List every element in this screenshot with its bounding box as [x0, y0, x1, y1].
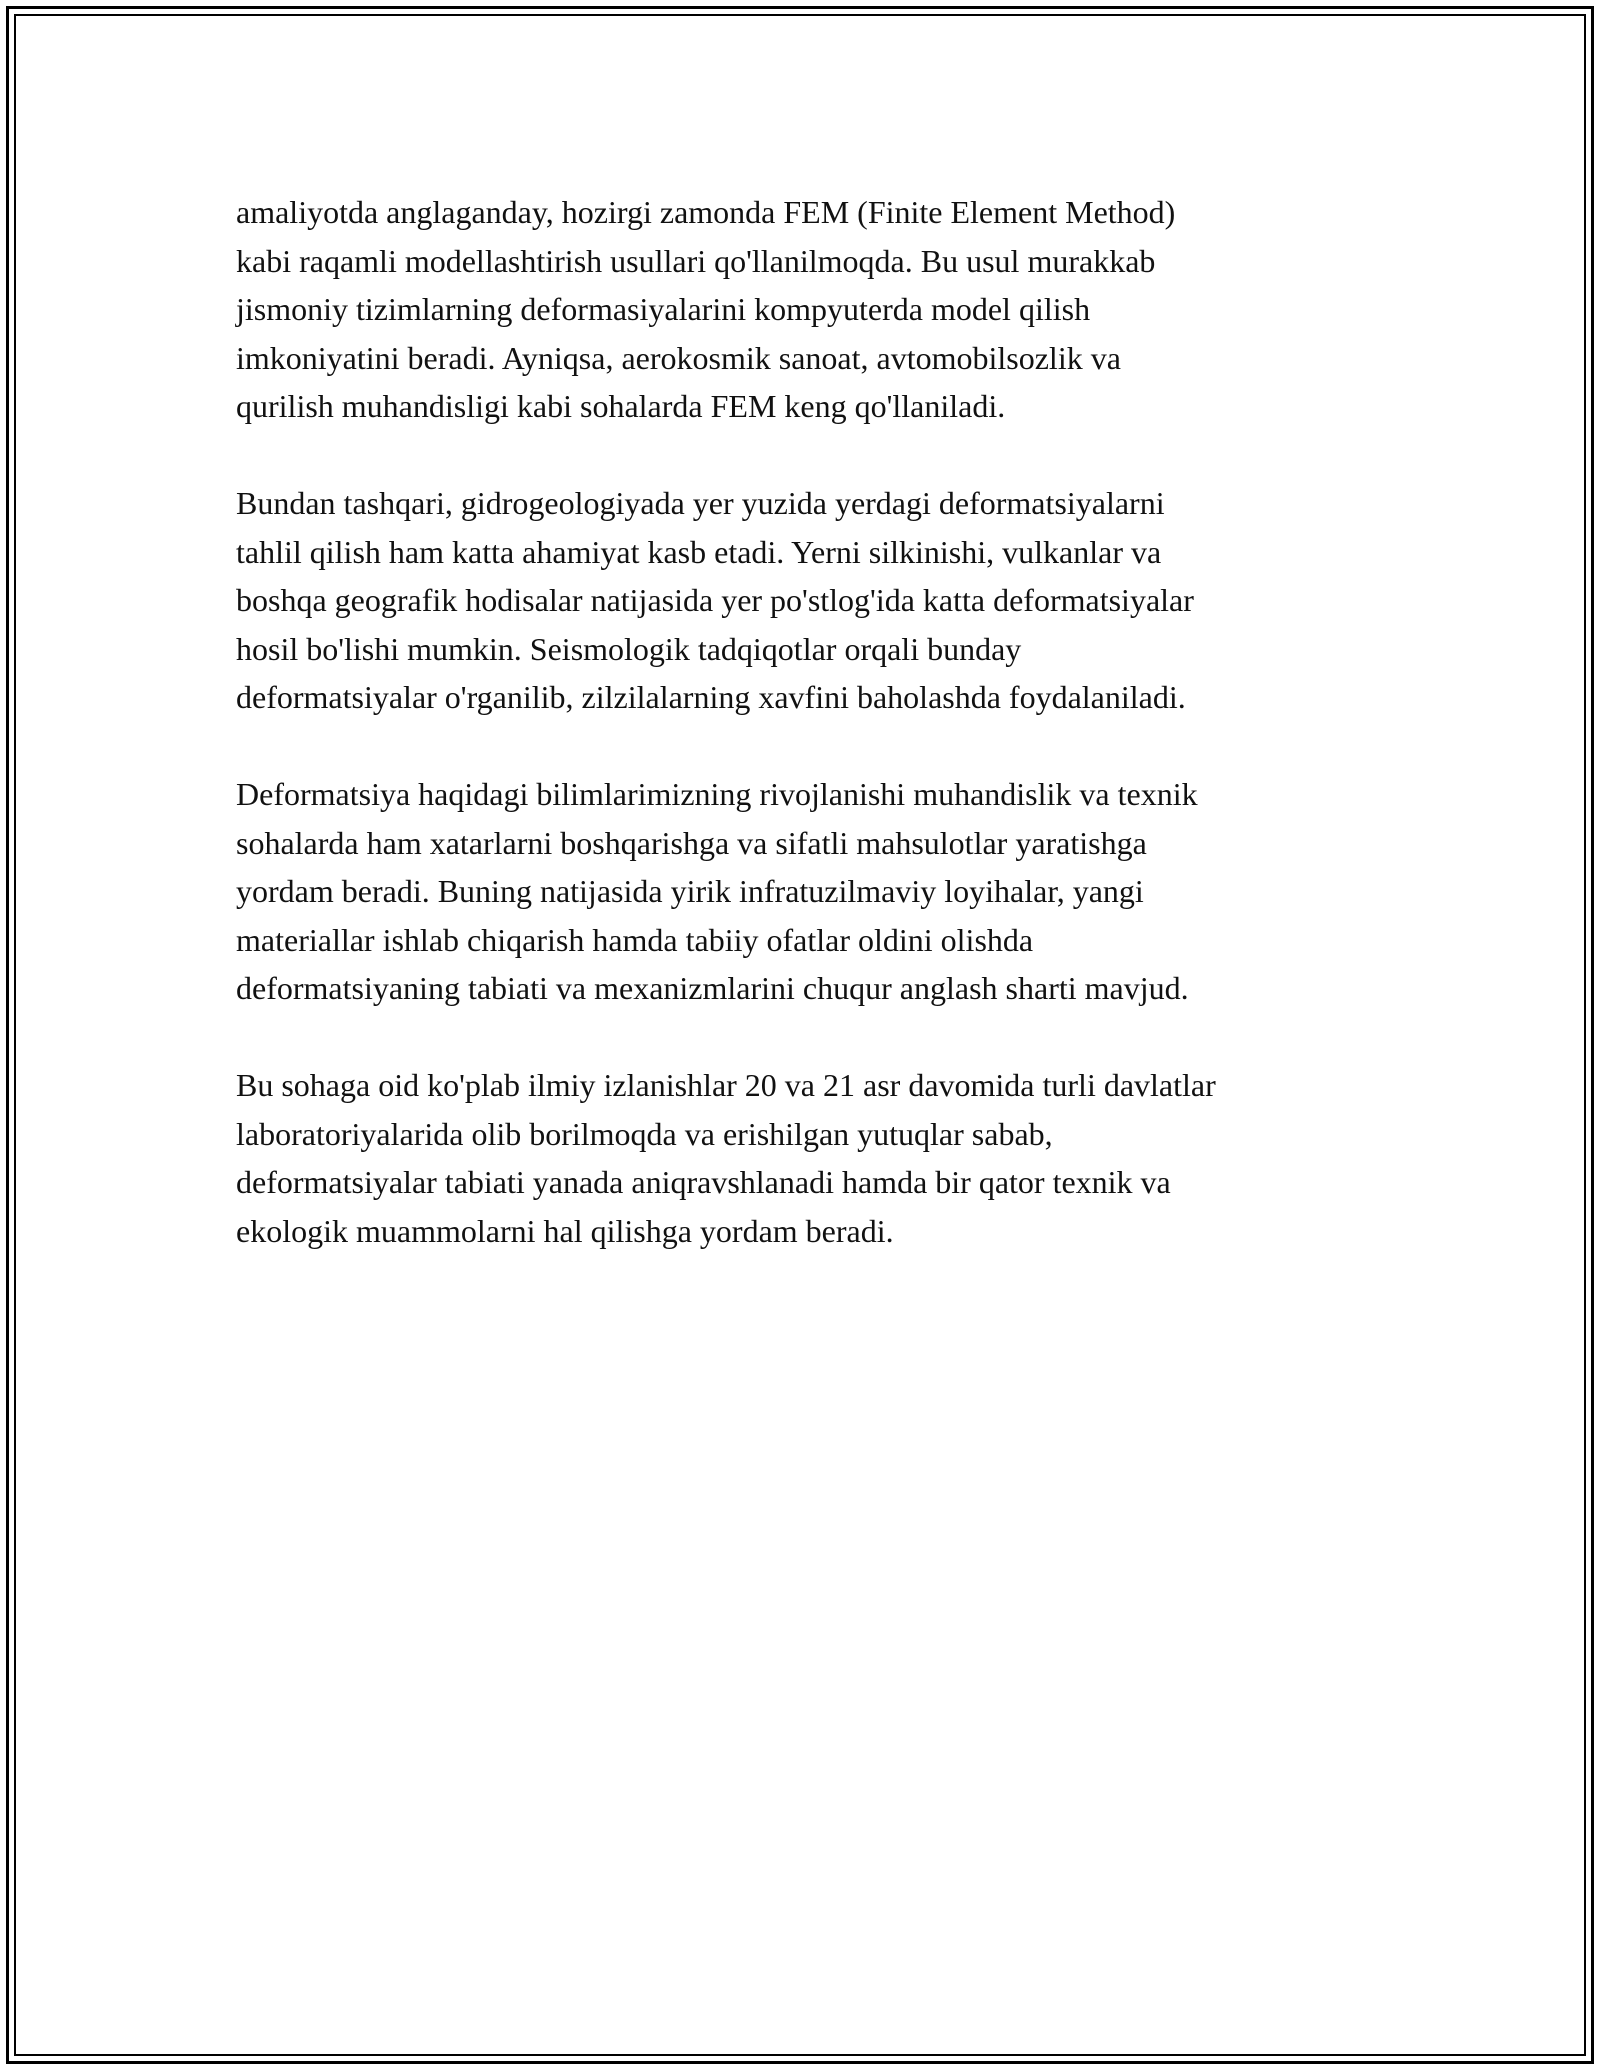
text-line: laboratoriyalarida olib borilmoqda va erishilgan yutuqlar sabab,: [236, 1115, 1053, 1152]
document-body: [236, 188, 1416, 1304]
text-line: deformatsiyalar o'rganilib, zilzilalarning xavfini baholashda foydalaniladi.: [236, 679, 1186, 715]
text-line: imkoniyatini beradi. Ayniqsa, aerokosmik sanoat, avtomobilsozlik va: [236, 339, 1121, 376]
text-line: Deformatsiya haqidagi bilimlarimizning rivojlanishi muhandislik va texnik: [236, 776, 1198, 812]
text-line: deformatsiyalar tabiati yanada aniqravshlanadi hamda bir qator texnik va: [236, 1164, 1171, 1200]
text-line: hosil bo'lishi mumkin. Seismologik tadqiqotlar orqali bunday: [236, 630, 1022, 667]
text-line: Bundan tashqari, gidrogeologiyada yer yuzida yerdagi deformatsiyalarni: [236, 485, 1165, 521]
paragraph-4: [236, 1061, 1416, 1255]
paragraph-2: [236, 479, 1416, 722]
text-line: tahlil qilish ham katta ahamiyat kasb etadi. Yerni silkinishi, vulkanlar va: [236, 533, 1162, 570]
text-line: ekologik muammolarni hal qilishga yordam beradi.: [236, 1212, 894, 1249]
text-line: materiallar ishlab chiqarish hamda tabiiy ofatlar oldini olishda: [236, 921, 1034, 958]
text-line: deformatsiyaning tabiati va mexanizmlarini chuqur anglash sharti mavjud.: [236, 970, 1189, 1006]
text-line: amaliyotda anglaganday, hozirgi zamonda FEM (Finite Element Method): [236, 194, 1176, 230]
text-line: jismoniy tizimlarning deformasiyalarini kompyuterda model qilish: [236, 291, 1091, 327]
text-line: kabi raqamli modellashtirish usullari qo'llanilmoqda. Bu usul murakkab: [236, 242, 1156, 279]
text-line: boshqa geografik hodisalar natijasida yer po'stlog'ida katta deformatsiyalar: [236, 582, 1194, 618]
text-line: sohalarda ham xatarlarni boshqarishga va sifatli mahsulotlar yaratishga: [236, 824, 1147, 861]
text-line: Bu sohaga oid ko'plab ilmiy izlanishlar 20 va 21 asr davomida turli davlatlar: [236, 1067, 1216, 1103]
paragraph-3: [236, 770, 1416, 1013]
text-line: qurilish muhandisligi kabi sohalarda FEM keng qo'llaniladi.: [236, 388, 1006, 424]
text-line: yordam beradi. Buning natijasida yirik infratuzilmaviy loyihalar, yangi: [236, 873, 1144, 909]
paragraph-1: [236, 188, 1416, 431]
